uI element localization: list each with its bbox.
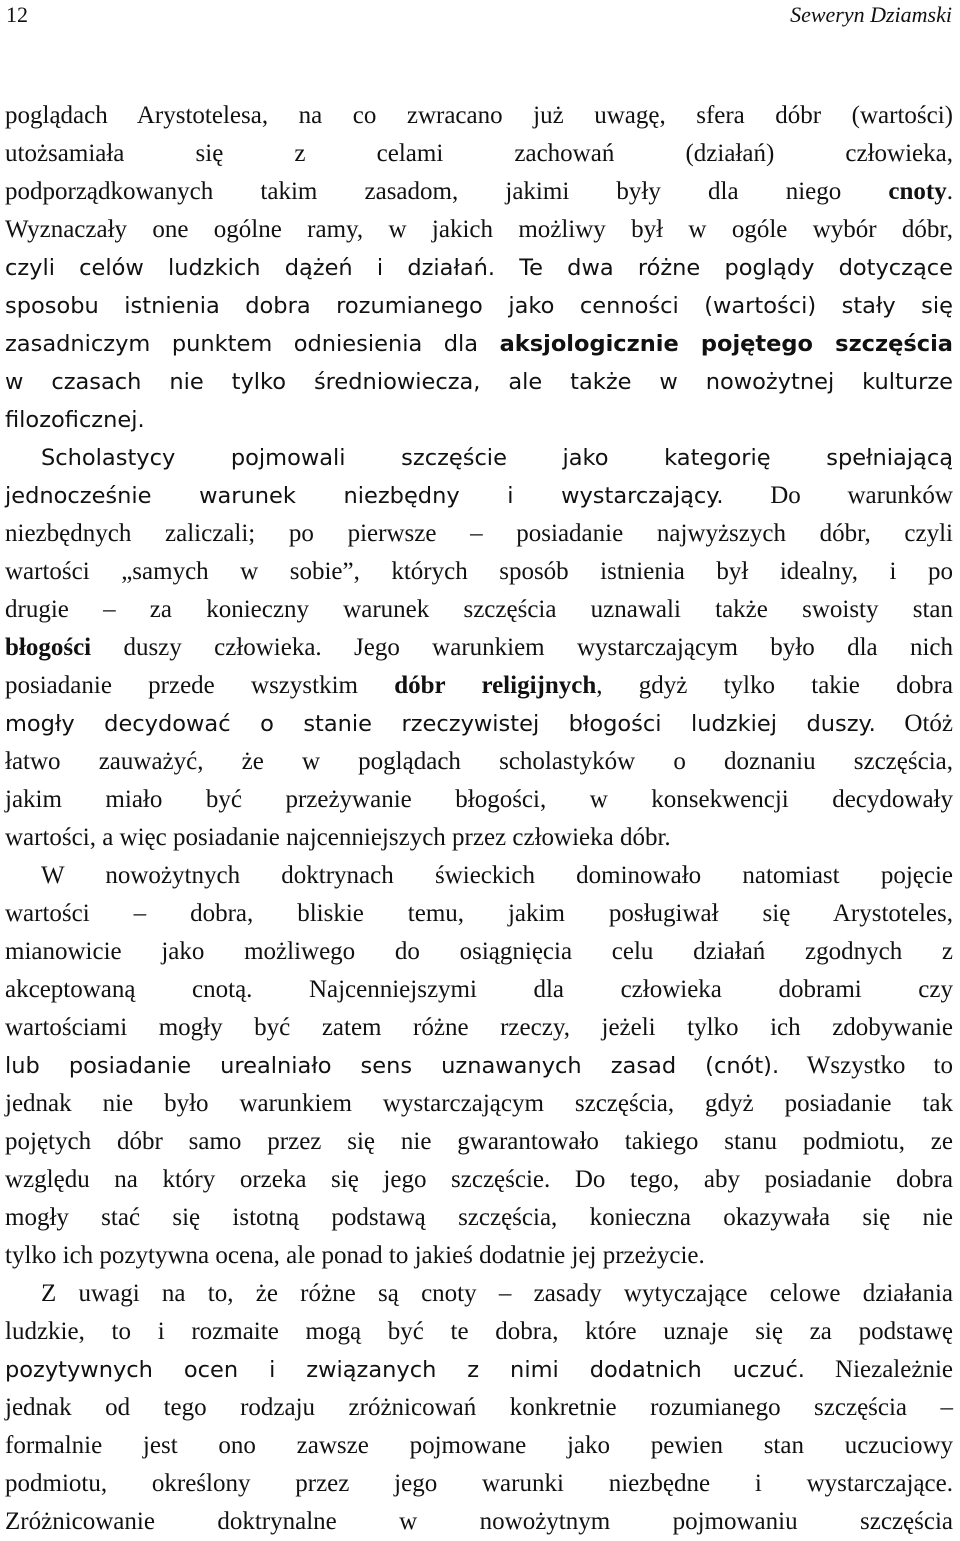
text-line — [5, 1199, 953, 1237]
text-line — [5, 249, 953, 287]
text-line — [5, 1465, 953, 1503]
text-line — [5, 477, 953, 515]
text-segment: Do warunków — [723, 482, 953, 509]
text-segment: w czasach nie tylko średniowiecza, ale także w nowożytnej kulturze — [5, 369, 953, 395]
text-line — [5, 1313, 953, 1351]
text-segment: wartości „samych w sobie”, których sposób istnienia był idealny, i po — [5, 558, 953, 585]
text-segment: czyli celów ludzkich dążeń i działań. — [5, 255, 496, 281]
paragraph — [5, 439, 953, 857]
text-line — [5, 1009, 953, 1047]
text-line — [5, 1275, 953, 1313]
text-line — [5, 591, 953, 629]
text-line — [5, 1161, 953, 1199]
text-line — [5, 1427, 953, 1465]
text-line — [5, 1237, 953, 1275]
emphasized-term: błogości — [5, 634, 92, 661]
text-segment: poglądach Arystotelesa, na co zwracano już uwagę, sfera dóbr (wartości) — [5, 102, 953, 129]
text-segment: mogły stać się istotną podstawą szczęścia, konieczna okazywała się nie — [5, 1204, 953, 1231]
text-line — [5, 819, 953, 857]
text-segment: . — [946, 178, 953, 205]
body-text — [5, 97, 953, 1541]
emphasized-term: dóbr religijnych — [394, 672, 597, 699]
text-segment: pojętych dóbr samo przez się nie gwarantowało takiego stanu podmiotu, ze — [5, 1128, 953, 1155]
text-segment: jakim miało być przeżywanie błogości, w konsekwencji decydowały — [5, 786, 953, 813]
text-line — [5, 1389, 953, 1427]
text-segment: zasadniczym punktem odniesienia dla — [5, 331, 500, 357]
text-segment: wartości, a więc posiadanie najcenniejszych przez człowieka dóbr. — [5, 824, 671, 851]
text-segment: formalnie jest ono zawsze pojmowane jako pewien stan uczuciowy — [5, 1432, 953, 1459]
text-line — [5, 363, 953, 401]
text-segment: mianowicie jako możliwego do osiągnięcia celu działań zgodnych z — [5, 938, 953, 965]
text-line — [5, 1351, 953, 1389]
text-segment: pozytywnych ocen i związanych z nimi dodatnich uczuć. — [5, 1357, 805, 1383]
text-segment: W nowożytnych doktrynach świeckich dominowało natomiast pojęcie — [41, 862, 953, 889]
text-segment: mogły decydować o stanie rzeczywistej błogości ludzkiej duszy. — [5, 711, 876, 737]
text-segment: podporządkowanych takim zasadom, jakimi były dla niego — [5, 178, 889, 205]
text-segment: Niezależnie — [804, 1356, 953, 1383]
text-line — [5, 667, 953, 705]
text-segment: utożsamiała się z celami zachowań (działań) człowieka, — [5, 140, 953, 167]
page-header — [6, 0, 952, 32]
text-line — [5, 629, 953, 667]
text-segment: Otóż — [875, 710, 953, 737]
text-line — [5, 553, 953, 591]
text-segment: posiadanie przede wszystkim — [5, 672, 395, 699]
text-segment: jednak nie było warunkiem wystarczającym szczęścia, gdyż posiadanie tak — [5, 1090, 953, 1117]
text-line — [5, 325, 953, 363]
text-segment: podmiotu, określony przez jego warunki niezbędne i wystarczające. — [5, 1470, 953, 1497]
text-segment: niezbędnych zaliczali; po pierwsze – posiadanie najwyższych dóbr, czyli — [5, 520, 953, 547]
text-segment: filozoficznej. — [5, 407, 145, 433]
text-line — [5, 97, 953, 135]
paragraph — [5, 1275, 953, 1541]
text-line — [5, 439, 953, 477]
text-segment: jednocześnie warunek niezbędny i wystarczający. — [5, 483, 724, 509]
text-line — [5, 781, 953, 819]
paragraph — [5, 97, 953, 439]
text-line — [5, 515, 953, 553]
text-line — [5, 135, 953, 173]
text-segment: Scholastycy pojmowali szczęście jako kategorię spełniającą — [41, 445, 953, 471]
text-line — [5, 933, 953, 971]
paragraph — [5, 857, 953, 1275]
text-segment: Wyznaczały one ogólne ramy, w jakich możliwy był w ogóle wybór dóbr, — [5, 216, 953, 243]
text-line — [5, 705, 953, 743]
running-head-author: Seweryn Dziamski — [790, 2, 952, 27]
text-segment: tylko ich pozytywna ocena, ale ponad to jakieś dodatnie jej przeżycie. — [5, 1242, 705, 1269]
text-segment: sposobu istnienia dobra rozumianego jako cenności (wartości) stały się — [5, 293, 953, 319]
page-number: 12 — [6, 2, 28, 27]
text-segment: , gdyż tylko takie dobra — [596, 672, 954, 699]
text-segment: lub posiadanie urealniało sens uznawanych zasad (cnót). — [5, 1053, 780, 1079]
text-line — [5, 1503, 953, 1541]
text-line — [5, 211, 953, 249]
emphasized-term: cnoty — [888, 178, 947, 205]
text-segment: względu na który orzeka się jego szczęście. Do tego, aby posiadanie dobra — [5, 1166, 953, 1193]
text-segment: Z uwagi na to, że różne są cnoty – zasady wytyczające celowe działania — [41, 1280, 953, 1307]
text-segment: jednak od tego rodzaju zróżnicowań konkretnie rozumianego szczęścia – — [5, 1394, 953, 1421]
text-line — [5, 857, 953, 895]
text-line — [5, 287, 953, 325]
text-line — [5, 895, 953, 933]
text-segment: drugie – za konieczny warunek szczęścia uznawali także swoisty stan — [5, 596, 953, 623]
text-segment: ludzkie, to i rozmaite mogą być te dobra, które uznaje się za podstawę — [5, 1318, 953, 1345]
text-line — [5, 173, 953, 211]
text-segment: duszy człowieka. Jego warunkiem wystarczającym było dla nich — [91, 634, 953, 661]
text-line — [5, 1123, 953, 1161]
text-line — [5, 1047, 953, 1085]
text-segment: Zróżnicowanie doktrynalne w nowożytnym pojmowaniu szczęścia — [5, 1508, 953, 1535]
text-line — [5, 1085, 953, 1123]
text-segment: wartości – dobra, bliskie temu, jakim posługiwał się Arystoteles, — [5, 900, 953, 927]
emphasized-term: aksjologicznie pojętego szczęścia — [499, 331, 953, 357]
text-line — [5, 971, 953, 1009]
text-segment: wartościami mogły być zatem różne rzeczy, jeżeli tylko ich zdobywanie — [5, 1014, 953, 1041]
text-segment: akceptowaną cnotą. Najcenniejszymi dla człowieka dobrami czy — [5, 976, 953, 1003]
text-line — [5, 401, 953, 439]
text-segment: łatwo zauważyć, że w poglądach scholastyków o doznaniu szczęścia, — [5, 748, 953, 775]
text-segment: Wszystko to — [779, 1052, 953, 1079]
text-segment: Te dwa różne poglądy dotyczące — [495, 255, 953, 281]
text-line — [5, 743, 953, 781]
